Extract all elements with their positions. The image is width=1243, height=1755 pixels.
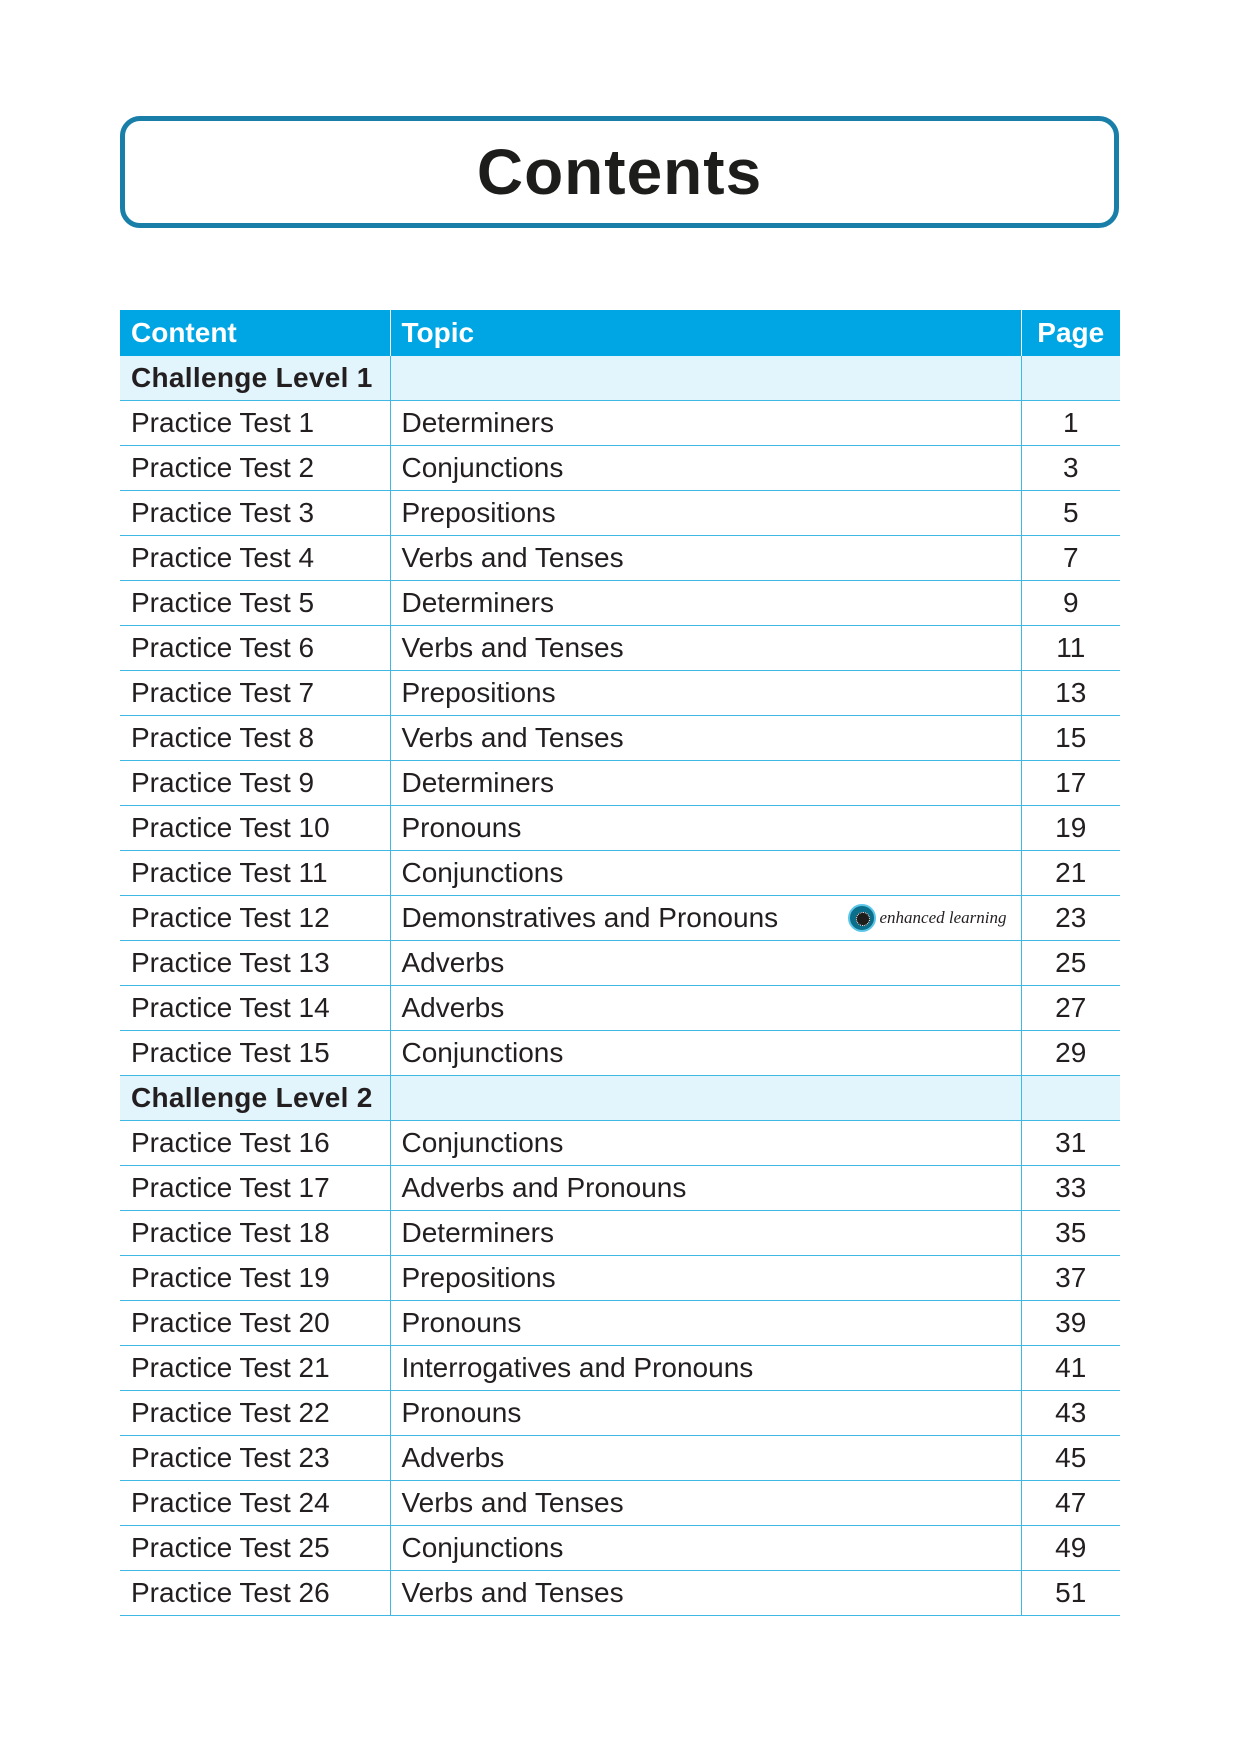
row-page: 25: [1021, 941, 1120, 986]
row-content: Practice Test 14: [120, 986, 390, 1031]
table-row: [120, 941, 1120, 986]
table-row: [120, 1301, 1120, 1346]
row-topic: Pronouns: [390, 1301, 1021, 1346]
row-page: 3: [1021, 446, 1120, 491]
section-topic-empty: [390, 1076, 1021, 1121]
row-content: Practice Test 20: [120, 1301, 390, 1346]
row-topic: Prepositions: [390, 1256, 1021, 1301]
row-page: 21: [1021, 851, 1120, 896]
row-topic: Conjunctions: [390, 1526, 1021, 1571]
row-topic: Verbs and Tenses: [390, 1481, 1021, 1526]
row-page: 41: [1021, 1346, 1120, 1391]
section-page-empty: [1021, 356, 1120, 401]
table-row: [120, 401, 1120, 446]
row-page: 11: [1021, 626, 1120, 671]
row-topic: Prepositions: [390, 491, 1021, 536]
row-topic: Prepositions: [390, 671, 1021, 716]
row-content: Practice Test 25: [120, 1526, 390, 1571]
row-topic: Pronouns: [390, 806, 1021, 851]
row-content: Practice Test 4: [120, 536, 390, 581]
row-page: 27: [1021, 986, 1120, 1031]
row-topic: Interrogatives and Pronouns: [390, 1346, 1021, 1391]
table-row: [120, 1256, 1120, 1301]
section-label: Challenge Level 2: [120, 1076, 390, 1121]
row-content: Practice Test 3: [120, 491, 390, 536]
row-topic-cell: [390, 896, 1021, 941]
table-row: [120, 1526, 1120, 1571]
page-title: Contents: [476, 136, 763, 208]
table-row: [120, 1571, 1120, 1616]
topic-with-badge: [402, 896, 1021, 940]
row-topic: Conjunctions: [390, 1121, 1021, 1166]
enhanced-learning-badge: [848, 896, 1007, 940]
section-row: [120, 1076, 1120, 1121]
row-topic: Pronouns: [390, 1391, 1021, 1436]
row-page: 13: [1021, 671, 1120, 716]
row-page: 37: [1021, 1256, 1120, 1301]
row-content: Practice Test 26: [120, 1571, 390, 1616]
row-topic: Verbs and Tenses: [390, 626, 1021, 671]
row-page: 31: [1021, 1121, 1120, 1166]
column-header-content: Content: [120, 310, 390, 356]
row-page: 15: [1021, 716, 1120, 761]
row-page: 5: [1021, 491, 1120, 536]
table-header-row: [120, 310, 1120, 356]
table-row: [120, 1211, 1120, 1256]
row-content: Practice Test 18: [120, 1211, 390, 1256]
table-row: [120, 1166, 1120, 1211]
table-row: [120, 491, 1120, 536]
title-box: [120, 116, 1119, 228]
row-topic: Determiners: [390, 581, 1021, 626]
enhanced-learning-label: enhanced learning: [879, 908, 1007, 927]
row-topic: Adverbs: [390, 1436, 1021, 1481]
row-content: Practice Test 22: [120, 1391, 390, 1436]
row-page: 7: [1021, 536, 1120, 581]
row-content: Practice Test 2: [120, 446, 390, 491]
table-row: [120, 1436, 1120, 1481]
row-topic: Determiners: [390, 1211, 1021, 1256]
row-topic: Adverbs: [390, 986, 1021, 1031]
row-content: Practice Test 17: [120, 1166, 390, 1211]
row-content: Practice Test 5: [120, 581, 390, 626]
table-row: [120, 986, 1120, 1031]
row-topic: Adverbs and Pronouns: [390, 1166, 1021, 1211]
row-page: 23: [1021, 896, 1120, 941]
section-row: [120, 356, 1120, 401]
row-page: 49: [1021, 1526, 1120, 1571]
row-content: Practice Test 1: [120, 401, 390, 446]
row-topic: Determiners: [390, 761, 1021, 806]
row-page: 51: [1021, 1571, 1120, 1616]
row-content: Practice Test 8: [120, 716, 390, 761]
table-row: [120, 851, 1120, 896]
row-content: Practice Test 16: [120, 1121, 390, 1166]
row-topic: Demonstratives and Pronouns: [401, 902, 779, 933]
table-row: [120, 716, 1120, 761]
row-topic: Conjunctions: [390, 446, 1021, 491]
row-page: 43: [1021, 1391, 1120, 1436]
table-row: [120, 446, 1120, 491]
row-page: 19: [1021, 806, 1120, 851]
row-content: Practice Test 9: [120, 761, 390, 806]
row-topic: Conjunctions: [390, 851, 1021, 896]
section-label: Challenge Level 1: [120, 356, 390, 401]
row-topic: Verbs and Tenses: [390, 716, 1021, 761]
row-page: 45: [1021, 1436, 1120, 1481]
row-page: 39: [1021, 1301, 1120, 1346]
row-topic: Determiners: [390, 401, 1021, 446]
row-content: Practice Test 7: [120, 671, 390, 716]
section-topic-empty: [390, 356, 1021, 401]
table-row: [120, 1346, 1120, 1391]
table-row: [120, 536, 1120, 581]
row-page: 17: [1021, 761, 1120, 806]
table-row: [120, 581, 1120, 626]
row-page: 35: [1021, 1211, 1120, 1256]
row-content: Practice Test 10: [120, 806, 390, 851]
table-row: [120, 1121, 1120, 1166]
row-content: Practice Test 21: [120, 1346, 390, 1391]
table-row: [120, 806, 1120, 851]
table-body: [120, 356, 1120, 1616]
column-header-topic: Topic: [390, 310, 1021, 356]
row-content: Practice Test 12: [120, 896, 390, 941]
row-page: 1: [1021, 401, 1120, 446]
row-content: Practice Test 15: [120, 1031, 390, 1076]
row-page: 47: [1021, 1481, 1120, 1526]
table-row: [120, 626, 1120, 671]
table-row: [120, 761, 1120, 806]
row-content: Practice Test 24: [120, 1481, 390, 1526]
column-header-page: Page: [1021, 310, 1120, 356]
table-row: [120, 1391, 1120, 1436]
row-page: 9: [1021, 581, 1120, 626]
enhanced-learning-icon: [848, 904, 876, 932]
row-content: Practice Test 23: [120, 1436, 390, 1481]
row-topic: Adverbs: [390, 941, 1021, 986]
row-content: Practice Test 6: [120, 626, 390, 671]
row-topic: Verbs and Tenses: [390, 1571, 1021, 1616]
row-topic: Conjunctions: [390, 1031, 1021, 1076]
row-content: Practice Test 19: [120, 1256, 390, 1301]
section-page-empty: [1021, 1076, 1120, 1121]
row-topic: Verbs and Tenses: [390, 536, 1021, 581]
table-row: [120, 896, 1120, 941]
table-row: [120, 1031, 1120, 1076]
row-content: Practice Test 13: [120, 941, 390, 986]
contents-table: [120, 310, 1120, 1616]
row-page: 33: [1021, 1166, 1120, 1211]
table-row: [120, 671, 1120, 716]
row-page: 29: [1021, 1031, 1120, 1076]
table-row: [120, 1481, 1120, 1526]
row-content: Practice Test 11: [120, 851, 390, 896]
